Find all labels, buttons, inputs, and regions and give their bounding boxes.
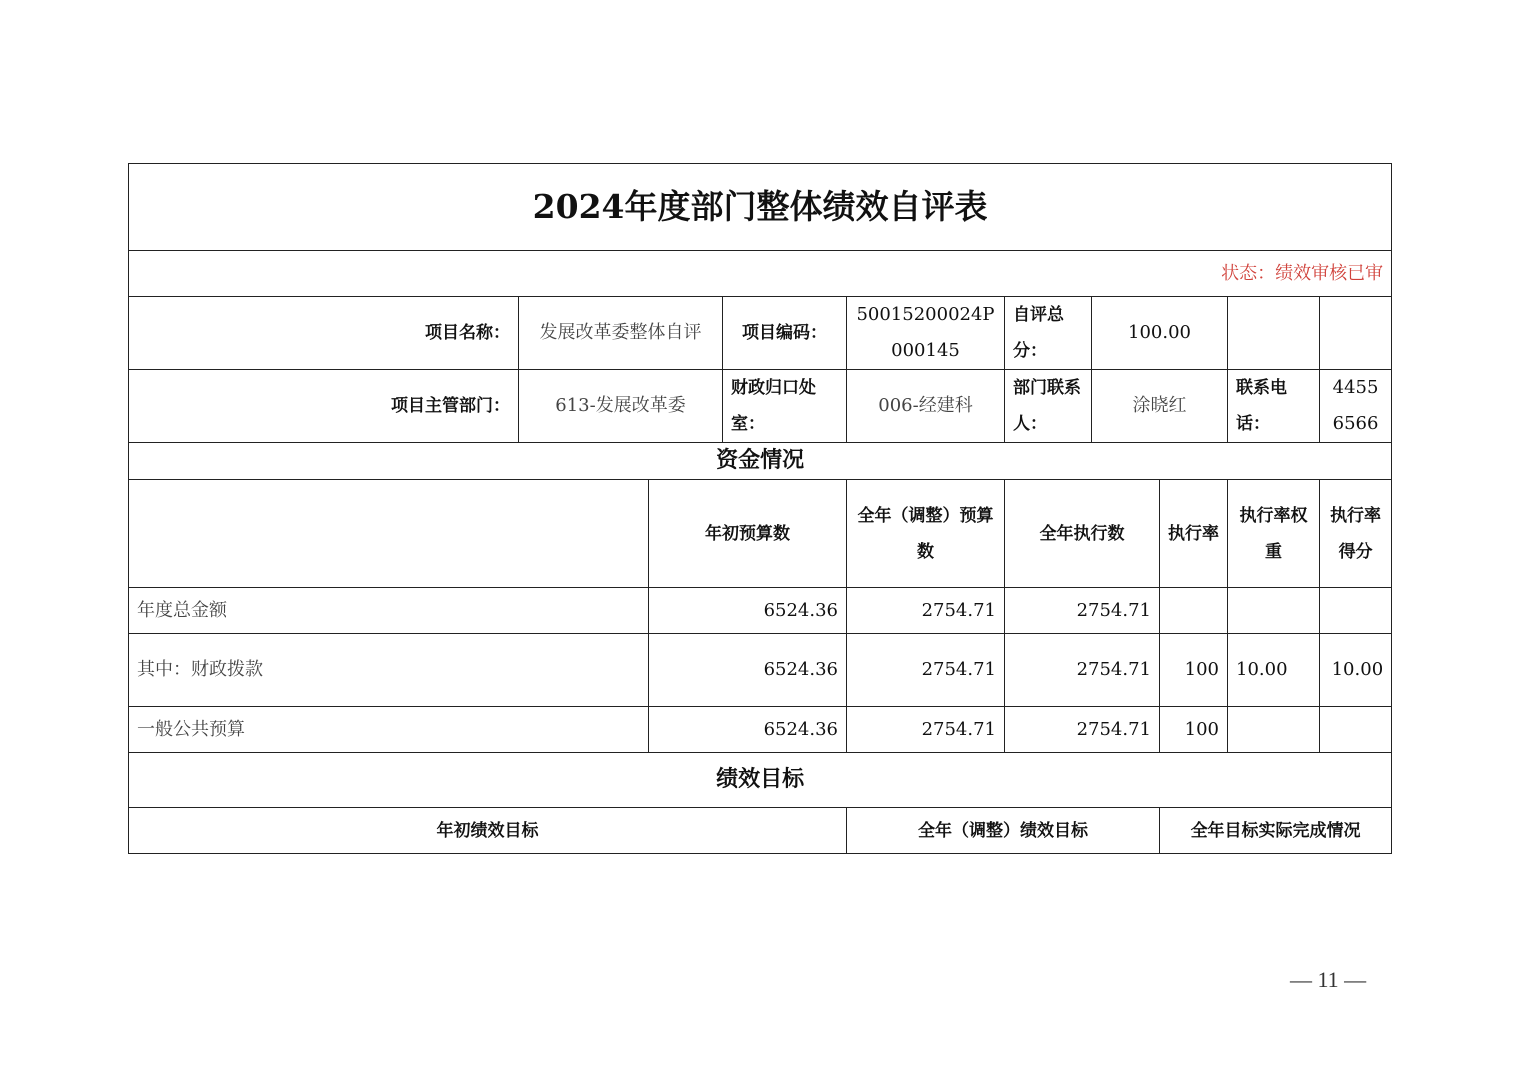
contact-label: 部门联系人： — [1005, 370, 1092, 443]
dept-value: 613-发展改革委 — [519, 370, 723, 443]
row-executed: 2754.71 — [1005, 707, 1160, 753]
header-actual-completion: 全年目标实际完成情况 — [1160, 808, 1392, 854]
table-row — [129, 634, 1392, 707]
header-adjusted-goal: 全年（调整）绩效目标 — [847, 808, 1160, 854]
phone-label: 联系电话： — [1228, 370, 1320, 443]
self-score-label: 自评总分： — [1005, 297, 1092, 370]
project-name-value: 发展改革委整体自评 — [519, 297, 723, 370]
row-rate: 100 — [1160, 707, 1228, 753]
header-adjusted-budget: 全年（调整）预算数 — [847, 480, 1005, 588]
header-executed: 全年执行数 — [1005, 480, 1160, 588]
finance-office-value: 006-经建科 — [847, 370, 1005, 443]
row-score — [1320, 588, 1392, 634]
row-adjusted: 2754.71 — [847, 634, 1005, 707]
header-initial-budget: 年初预算数 — [649, 480, 847, 588]
performance-evaluation-table — [128, 163, 1392, 854]
row-name: 年度总金额 — [129, 588, 649, 634]
dept-label: 项目主管部门： — [129, 370, 519, 443]
row-weight — [1228, 588, 1320, 634]
empty-cell — [129, 480, 649, 588]
row-initial: 6524.36 — [649, 588, 847, 634]
project-code-label: 项目编码： — [723, 297, 847, 370]
row-executed: 2754.71 — [1005, 634, 1160, 707]
finance-office-label: 财政归口处室： — [723, 370, 847, 443]
status-text: 状态：绩效审核已审 — [129, 251, 1392, 297]
row-executed: 2754.71 — [1005, 588, 1160, 634]
funds-section-title: 资金情况 — [129, 443, 1392, 480]
row-weight: 10.00 — [1228, 634, 1320, 707]
header-rate-weight: 执行率权重 — [1228, 480, 1320, 588]
row-rate: 100 — [1160, 634, 1228, 707]
phone-value: 44556566 — [1320, 370, 1392, 443]
header-initial-goal: 年初绩效目标 — [129, 808, 847, 854]
table-row — [129, 707, 1392, 753]
row-adjusted: 2754.71 — [847, 707, 1005, 753]
header-rate-score: 执行率得分 — [1320, 480, 1392, 588]
row-weight — [1228, 707, 1320, 753]
goals-section-title: 绩效目标 — [129, 753, 1392, 808]
row-score — [1320, 707, 1392, 753]
self-score-value: 100.00 — [1092, 297, 1228, 370]
row-adjusted: 2754.71 — [847, 588, 1005, 634]
contact-value: 涂晓红 — [1092, 370, 1228, 443]
row-score: 10.00 — [1320, 634, 1392, 707]
row-rate — [1160, 588, 1228, 634]
page-number: — 11 — — [1290, 967, 1367, 992]
row-initial: 6524.36 — [649, 634, 847, 707]
row-name: 其中：财政拨款 — [129, 634, 649, 707]
empty-cell — [1228, 297, 1320, 370]
project-code-value: 50015200024P000145 — [847, 297, 1005, 370]
row-name: 一般公共预算 — [129, 707, 649, 753]
row-initial: 6524.36 — [649, 707, 847, 753]
table-row — [129, 588, 1392, 634]
header-rate: 执行率 — [1160, 480, 1228, 588]
project-name-label: 项目名称： — [129, 297, 519, 370]
empty-cell — [1320, 297, 1392, 370]
page-title: 2024年度部门整体绩效自评表 — [129, 164, 1392, 251]
